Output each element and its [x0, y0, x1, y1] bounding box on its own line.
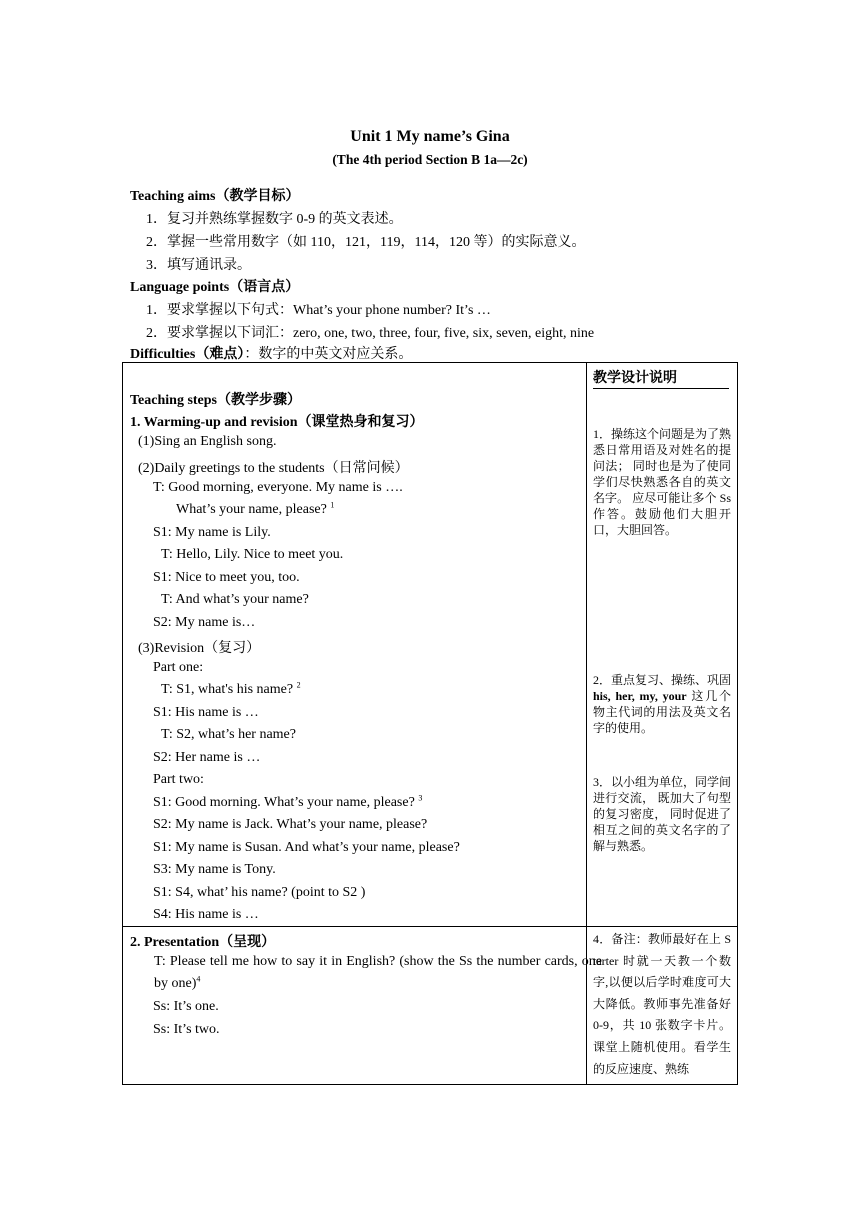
row-divider — [122, 926, 738, 927]
step-line: (1)Sing an English song. — [138, 434, 277, 449]
step-line: S4: His name is … — [153, 907, 259, 922]
difficulties-heading: Difficulties（难点） — [130, 347, 245, 362]
design-notes-header: 教学设计说明 — [593, 367, 729, 389]
difficulties-text: ：数字的中英文对应关系。 — [244, 347, 413, 362]
step-line — [153, 795, 422, 811]
step-line: (3)Revision（复习） — [138, 641, 261, 656]
step-line: S1: S4, what’ his name? (point to S2 ) — [153, 885, 366, 900]
step-line: S1: My name is Susan. And what’s your name, please? — [153, 840, 460, 855]
teaching-steps-heading: Teaching steps（教学步骤） — [130, 393, 302, 408]
step-line: T: And what’s your name? — [161, 592, 309, 607]
difficulties-line — [130, 343, 412, 363]
step-line-text: T: S1, what's his name? — [161, 682, 294, 697]
footnote-marker: 4 — [196, 974, 201, 984]
presentation-line — [154, 951, 602, 995]
footnote-marker: 2 — [296, 680, 301, 690]
design-note-1: 1．操练这个问题是为了熟悉日常用语及对姓名的提问法； 同时也是为了使同学们尽快熟悉各自的英文名字。 应尽可能让多个 Ss 作答。鼓励他们大胆开口，大胆回答。 — [593, 427, 732, 537]
step-line: T: Hello, Lily. Nice to meet you. — [161, 547, 344, 562]
presentation-line-text: T: Please tell me how to say it in English? (show the Ss the number cards, one by one) — [154, 954, 602, 991]
step-line: S2: My name is Jack. What’s your name, please? — [153, 817, 428, 832]
presentation-line: Ss: It’s one. — [153, 999, 219, 1014]
page-subtitle: (The 4th period Section B 1a—2c) — [332, 152, 528, 167]
step-line: T: Good morning, everyone. My name is …. — [153, 480, 403, 495]
step-line: Part two: — [153, 772, 204, 787]
language-point-item: 1．要求掌握以下句式：What’s your phone number? It’s … — [146, 303, 491, 318]
step-line: S1: Nice to meet you, too. — [153, 570, 300, 585]
step-line: S2: Her name is … — [153, 750, 261, 765]
footnote-marker: 1 — [330, 500, 335, 510]
teaching-aim-item: 3．填写通讯录。 — [146, 258, 251, 273]
presentation-line: Ss: It’s two. — [153, 1022, 220, 1037]
design-note-3: 3．以小组为单位，同学间进行交流， 既加大了句型的复习密度， 同时促进了相互之间的英文名字的了解与熟悉。 — [593, 775, 732, 853]
step-line: (2)Daily greetings to the students（日常问候） — [138, 461, 409, 476]
language-points-heading: Language points（语言点） — [130, 280, 300, 295]
step-line: T: S2, what’s her name? — [161, 727, 296, 742]
step-line — [161, 682, 301, 698]
design-note-2-text-a: 2．重点复习、操练、巩固 — [593, 673, 732, 687]
presentation-heading: 2. Presentation（呈现） — [130, 935, 276, 950]
step-line: S3: My name is Tony. — [153, 862, 276, 877]
warmup-heading: 1. Warming-up and revision（课堂热身和复习） — [130, 415, 424, 430]
design-note-4: 4．备注：教师最好在上 Starter 时就一天教一个数字,以便以后学时难度可大大降低。教师事先准备好 0-9，共 10 张数字卡片。课堂上随机使用。看学生的反应速度、熟练 — [593, 932, 731, 1076]
design-note-2-text-c: 这几个物主代词的用法及英文名字的使用。 — [593, 689, 731, 735]
language-point-item: 2．要求掌握以下词汇：zero, one, two, three, four, five, six, seven, eight, nine — [146, 326, 595, 341]
page-title: Unit 1 My name’s Gina — [350, 128, 510, 145]
teaching-aims-heading: Teaching aims（教学目标） — [130, 189, 300, 204]
step-line-text: S1: Good morning. What’s your name, please? — [153, 795, 415, 810]
step-line: S1: His name is … — [153, 705, 259, 720]
teaching-aim-item: 1．复习并熟练掌握数字 0-9 的英文表述。 — [146, 212, 403, 227]
step-line: S1: My name is Lily. — [153, 525, 271, 540]
design-note-2 — [593, 672, 731, 736]
step-line: S2: My name is… — [153, 615, 256, 630]
step-line — [176, 502, 334, 518]
step-line: Part one: — [153, 660, 204, 675]
footnote-marker: 3 — [418, 793, 423, 803]
step-line-text: What’s your name, please? — [176, 502, 327, 517]
design-note-2-text-b: his, her, my, your — [593, 689, 687, 703]
teaching-aim-item: 2．掌握一些常用数字（如 110，121，119，114，120 等）的实际意义。 — [146, 235, 586, 250]
